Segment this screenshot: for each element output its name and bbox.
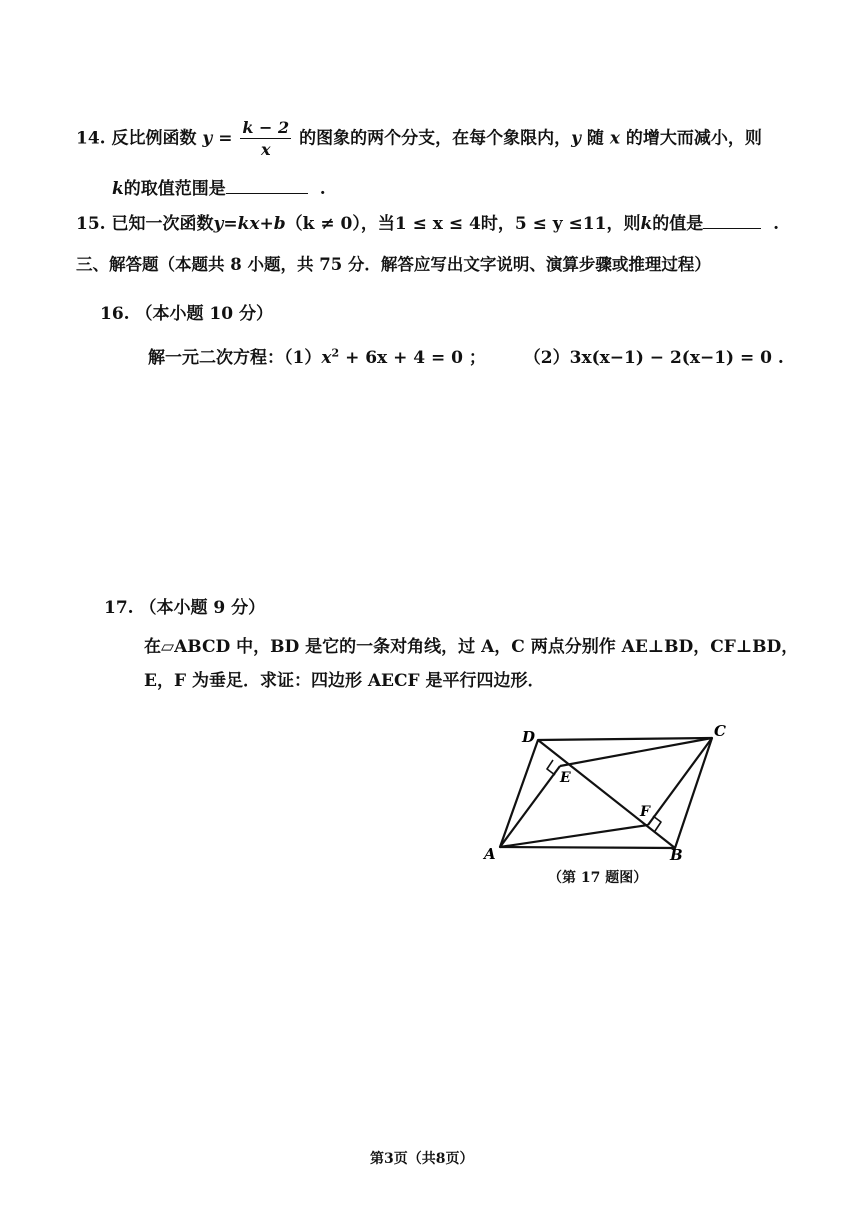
q15-number: 15. bbox=[76, 214, 106, 234]
label-a: A bbox=[484, 845, 496, 860]
q14-y-eq: y = bbox=[202, 128, 233, 149]
q17-header bbox=[104, 593, 265, 618]
q14-line1 bbox=[76, 120, 762, 158]
q14-number: 14. bbox=[76, 128, 106, 149]
q14-text-c: 随 bbox=[586, 128, 604, 149]
segment-af bbox=[500, 825, 648, 847]
q15-cond: （k ≠ 0），当 bbox=[285, 214, 395, 234]
q16-part1-exponent: 2 bbox=[331, 346, 340, 360]
q14-text-e: 的取值范围是 bbox=[123, 179, 226, 199]
q16-header bbox=[100, 299, 273, 324]
segment-cf bbox=[648, 738, 712, 825]
q14-text-b: 的图象的两个分支，在每个象限内， bbox=[299, 128, 572, 149]
q15-text-b: 时， bbox=[480, 214, 515, 234]
q15-text-c: ，则 bbox=[606, 214, 641, 234]
q14-period: . bbox=[319, 179, 326, 199]
q16-part1-label: （1） bbox=[284, 348, 322, 368]
q16-part2-equation: 3x(x−1) − 2(x−1) = 0 . bbox=[569, 348, 784, 368]
q14-answer-blank[interactable] bbox=[226, 192, 308, 194]
q14-k: k bbox=[112, 179, 124, 199]
q16-number: 16. bbox=[100, 304, 130, 324]
segment-ae bbox=[500, 766, 560, 847]
q17-number: 17. bbox=[104, 598, 134, 618]
q15-range-x: 1 ≤ x ≤ 4 bbox=[394, 214, 481, 234]
q15-text-d: 的值是 bbox=[652, 214, 704, 234]
segment-ce bbox=[560, 738, 712, 766]
label-c: C bbox=[714, 722, 726, 740]
q17-points: （本小题 9 分） bbox=[139, 598, 266, 618]
label-f: F bbox=[640, 804, 650, 820]
q16-prompt: 解一元二次方程： bbox=[148, 348, 284, 368]
q16-part1-rest: + 6x + 4 = 0 ； bbox=[345, 348, 486, 368]
q14-fraction bbox=[240, 120, 291, 158]
q14-text-d: 的增大而减小，则 bbox=[625, 128, 762, 149]
q17-figure bbox=[480, 720, 740, 860]
q15-period: . bbox=[773, 214, 780, 234]
q15-line bbox=[76, 209, 779, 234]
q14-text-a: 反比例函数 bbox=[111, 128, 197, 149]
section3-heading: 三、解答题（本题共 8 小题，共 75 分．解答应写出文字说明、演算步骤或推理过程） bbox=[76, 255, 711, 274]
q16-points: （本小题 10 分） bbox=[135, 304, 273, 324]
q14-frac-numerator: k − 2 bbox=[242, 118, 290, 137]
page-footer: 第3页（共8页） bbox=[370, 1151, 474, 1167]
q14-y: y bbox=[571, 128, 581, 149]
q14-x: x bbox=[609, 128, 620, 149]
q15-k: k bbox=[640, 214, 653, 234]
q17-figure-caption: （第 17 题图） bbox=[548, 870, 648, 886]
label-e: E bbox=[560, 770, 571, 786]
q17-statement-line2: E，F 为垂足．求证：四边形 AECF 是平行四边形． bbox=[144, 671, 545, 691]
label-b: B bbox=[670, 846, 683, 860]
q15-range-y: 5 ≤ y ≤11 bbox=[514, 214, 607, 234]
q15-func: y=kx+b bbox=[213, 214, 286, 234]
q14-line2 bbox=[112, 174, 326, 199]
q15-text-a: 已知一次函数 bbox=[111, 214, 214, 234]
q16-part2-label: （2） bbox=[523, 348, 570, 368]
q14-frac-denominator: x bbox=[261, 140, 271, 159]
q17-statement-line1: 在▱ABCD 中，BD 是它的一条对角线，过 A，C 两点分别作 AE⊥BD，CF⊥BD， bbox=[144, 637, 799, 657]
q15-answer-blank[interactable] bbox=[703, 227, 761, 229]
label-d: D bbox=[522, 728, 536, 746]
q16-equations bbox=[148, 343, 784, 368]
q16-part1-x: x bbox=[321, 348, 332, 368]
